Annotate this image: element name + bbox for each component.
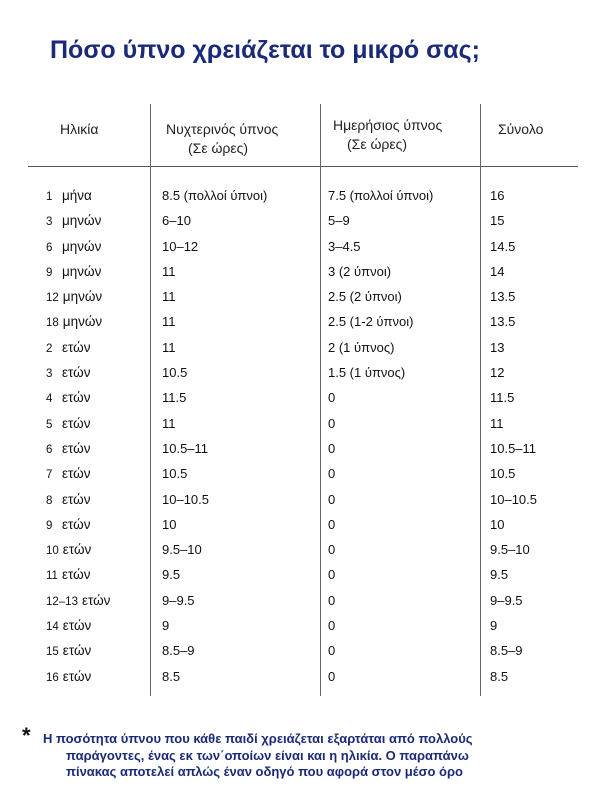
age-unit: ετών <box>62 466 91 482</box>
age-cell <box>46 466 90 481</box>
total-sleep-cell: 11.5 <box>490 390 515 406</box>
total-sleep-cell: 10 <box>490 516 505 532</box>
age-unit: μηνών <box>62 314 103 330</box>
age-cell <box>46 567 90 582</box>
total-sleep-cell: 9 <box>490 618 498 634</box>
table-row <box>0 466 590 491</box>
age-unit: μήνα <box>62 188 92 203</box>
night-sleep-cell: 9–9.5 <box>162 592 195 608</box>
day-sleep-cell: 2.5 (1-2 ύπνοι) <box>328 314 414 330</box>
age-unit: ετών <box>62 643 92 659</box>
day-sleep-cell: 0 <box>328 466 336 482</box>
day-sleep-cell: 0 <box>328 415 336 431</box>
night-sleep-cell: 9.5 <box>162 567 181 583</box>
age-unit: ετών <box>62 339 91 355</box>
header-age: Ηλικία <box>60 121 99 137</box>
age-number: 3 <box>46 216 53 229</box>
night-sleep-cell: 10–12 <box>162 238 199 254</box>
total-sleep-cell: 8.5 <box>490 668 509 684</box>
page-title: Πόσο ύπνο χρειάζεται το μικρό σας; <box>50 36 480 64</box>
age-cell <box>46 213 101 228</box>
night-sleep-cell: 11 <box>162 339 176 355</box>
day-sleep-cell: 0 <box>328 618 336 634</box>
table-row <box>0 264 590 289</box>
age-cell <box>46 390 90 405</box>
header-divider <box>28 166 578 167</box>
age-number: 16 <box>46 671 59 684</box>
table-row <box>0 567 590 592</box>
age-cell <box>46 593 110 608</box>
age-cell <box>46 264 101 279</box>
age-cell <box>46 314 102 329</box>
age-cell <box>46 416 90 431</box>
day-sleep-cell: 2.5 (2 ύπνοι) <box>328 289 402 305</box>
night-sleep-cell: 10.5 <box>162 365 188 381</box>
table-body <box>0 188 590 694</box>
age-cell <box>46 669 91 684</box>
age-cell <box>46 365 90 380</box>
day-sleep-cell: 0 <box>328 491 336 507</box>
table-row <box>0 618 590 643</box>
age-number: 10 <box>46 545 59 558</box>
age-cell <box>46 618 91 633</box>
total-sleep-cell: 9–9.5 <box>490 592 523 608</box>
total-sleep-cell: 10.5 <box>490 466 516 482</box>
age-cell <box>46 542 91 557</box>
table-row <box>0 239 590 264</box>
age-number: 15 <box>46 646 59 659</box>
table-row <box>0 188 590 213</box>
table-row <box>0 340 590 365</box>
night-sleep-cell: 9.5–10 <box>162 542 202 558</box>
age-number: 7 <box>46 469 53 482</box>
age-unit: μηνών <box>62 289 103 305</box>
age-cell <box>46 441 90 456</box>
age-unit: ετών <box>62 668 92 684</box>
night-sleep-cell: 10–10.5 <box>162 491 209 507</box>
night-sleep-cell: 8.5 <box>162 668 181 684</box>
age-unit: ετών <box>81 592 111 608</box>
day-sleep-cell: 3–4.5 <box>328 238 361 254</box>
day-sleep-cell: 1.5 (1 ύπνος) <box>328 365 406 381</box>
table-row <box>0 669 590 694</box>
total-sleep-cell: 15 <box>490 213 505 229</box>
table-row <box>0 289 590 314</box>
age-number: 9 <box>46 266 53 279</box>
age-unit: ετών <box>62 567 91 583</box>
table-row <box>0 314 590 339</box>
table-row <box>0 416 590 441</box>
night-sleep-cell: 10.5–11 <box>162 440 209 456</box>
age-cell <box>46 239 101 254</box>
age-unit: ετών <box>62 440 91 456</box>
night-sleep-cell: 8.5 (πολλοί ύπνοι) <box>162 188 268 203</box>
day-sleep-cell: 0 <box>328 643 336 659</box>
age-unit: ετών <box>62 390 91 406</box>
night-sleep-cell: 11 <box>162 314 176 330</box>
age-number: 5 <box>46 418 53 431</box>
age-unit: μηνών <box>62 263 102 279</box>
age-unit: ετών <box>62 516 91 532</box>
age-cell <box>46 289 102 304</box>
sleep-table <box>0 104 590 696</box>
age-cell <box>46 492 90 507</box>
night-sleep-cell: 10.5 <box>162 466 188 482</box>
asterisk-marker: * <box>22 723 31 748</box>
day-sleep-cell: 0 <box>328 390 336 406</box>
age-number: 6 <box>46 241 53 254</box>
age-unit: μηνών <box>62 238 102 254</box>
total-sleep-cell: 11 <box>490 415 504 431</box>
age-number: 4 <box>46 393 53 406</box>
age-number: 18 <box>46 317 59 330</box>
age-number: 6 <box>46 443 53 456</box>
footnote <box>22 723 582 781</box>
total-sleep-cell: 14 <box>490 263 505 279</box>
table-row <box>0 517 590 542</box>
age-cell <box>46 643 91 658</box>
age-unit: ετών <box>62 542 92 558</box>
day-sleep-cell: 0 <box>328 516 336 532</box>
age-unit: μηνών <box>62 213 102 229</box>
table-row <box>0 365 590 390</box>
day-sleep-cell: 5–9 <box>328 213 350 229</box>
night-sleep-cell: 11.5 <box>162 390 187 406</box>
age-unit: ετών <box>62 618 92 634</box>
header-day-sleep: Ημερήσιος ύπνος (Σε ώρες) <box>333 117 443 152</box>
total-sleep-cell: 8.5–9 <box>490 643 523 659</box>
night-sleep-cell: 11 <box>162 415 176 431</box>
total-sleep-cell: 9.5 <box>490 567 509 583</box>
table-row <box>0 213 590 238</box>
night-sleep-cell: 8.5–9 <box>162 643 195 659</box>
day-sleep-cell: 2 (1 ύπνος) <box>328 339 395 355</box>
table-row <box>0 492 590 517</box>
day-sleep-cell: 3 (2 ύπνοι) <box>328 263 392 279</box>
age-number: 14 <box>46 621 59 634</box>
age-number: 1 <box>46 191 53 203</box>
total-sleep-cell: 10–10.5 <box>490 491 537 507</box>
day-sleep-cell: 0 <box>328 592 336 608</box>
night-sleep-cell: 6–10 <box>162 213 191 229</box>
night-sleep-cell: 11 <box>162 263 176 279</box>
age-unit: ετών <box>62 415 91 431</box>
total-sleep-cell: 14.5 <box>490 238 516 254</box>
day-sleep-cell: 0 <box>328 440 336 456</box>
day-sleep-cell: 0 <box>328 542 336 558</box>
table-row <box>0 441 590 466</box>
total-sleep-cell: 13.5 <box>490 314 516 330</box>
age-number: 12–13 <box>46 595 78 608</box>
age-number: 8 <box>46 494 53 507</box>
total-sleep-cell: 10.5–11 <box>490 440 537 456</box>
age-number: 9 <box>46 519 53 532</box>
total-sleep-cell: 13.5 <box>490 289 516 305</box>
header-night-sleep: Νυχτερινός ύπνος (Σε ώρες) <box>166 121 279 156</box>
total-sleep-cell: 16 <box>490 188 505 203</box>
table-row <box>0 593 590 618</box>
table-row <box>0 390 590 415</box>
age-unit: ετών <box>62 365 91 381</box>
day-sleep-cell: 0 <box>328 567 336 583</box>
age-number: 2 <box>46 342 53 355</box>
total-sleep-cell: 12 <box>490 365 505 381</box>
header-total: Σύνολο <box>498 121 544 137</box>
night-sleep-cell: 11 <box>162 289 176 305</box>
table-row <box>0 542 590 567</box>
total-sleep-cell: 13 <box>490 339 505 355</box>
table-row <box>0 643 590 668</box>
age-number: 12 <box>46 292 59 305</box>
day-sleep-cell: 7.5 (πολλοί ύπνοι) <box>328 188 434 203</box>
age-number: 3 <box>46 368 53 381</box>
night-sleep-cell: 9 <box>162 618 170 634</box>
age-cell <box>46 517 90 532</box>
age-number: 11 <box>46 570 58 583</box>
age-cell <box>46 188 92 203</box>
night-sleep-cell: 10 <box>162 516 177 532</box>
day-sleep-cell: 0 <box>328 668 336 684</box>
age-cell <box>46 340 90 355</box>
age-unit: ετών <box>62 491 91 507</box>
total-sleep-cell: 9.5–10 <box>490 542 530 558</box>
footnote-text: Η ποσότητα ύπνου που κάθε παιδί χρειάζεται εξαρτάται από πολλούς παράγοντες, ένας εκ των΄οποίων είναι και η ηλικία. Ο παραπάνω πίνακας αποτελεί απλώς έναν οδηγό που αφορά στον μέσο όρο <box>43 731 473 779</box>
